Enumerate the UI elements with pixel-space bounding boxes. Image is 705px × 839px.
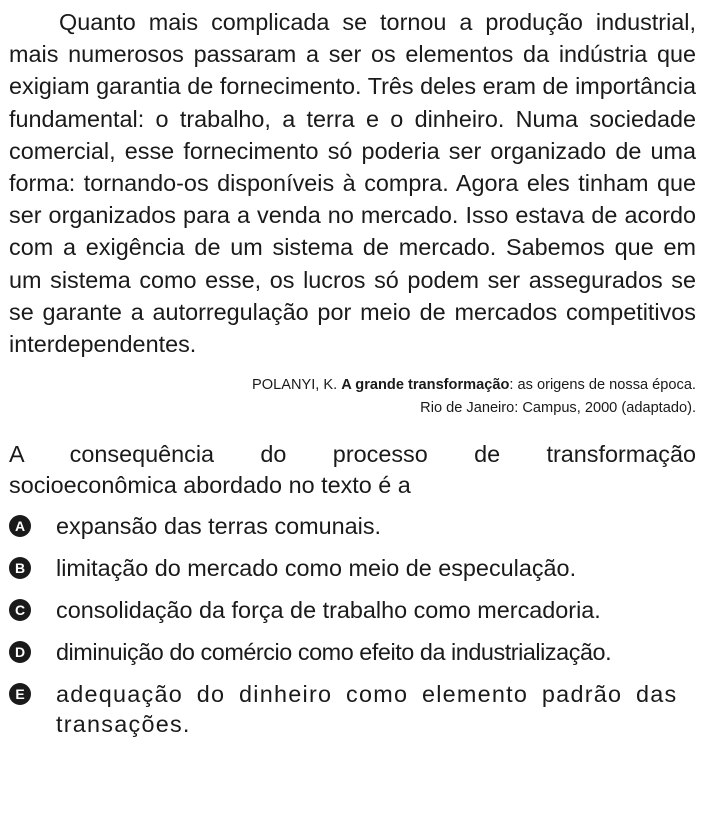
citation-line-1 bbox=[9, 374, 696, 397]
option-c-letter-icon: C bbox=[9, 599, 31, 621]
option-d-text: diminuição do comércio como efeito da industrialização. bbox=[56, 639, 612, 666]
option-e-letter-icon: E bbox=[9, 683, 31, 705]
option-d[interactable] bbox=[9, 637, 696, 667]
citation-author: POLANYI, K. bbox=[252, 377, 342, 394]
option-e-text: adequação do dinheiro como elemento padrão das transações. bbox=[56, 681, 678, 738]
passage-text: Quanto mais complicada se tornou a produção industrial, mais numerosos passaram a ser os elementos da indústria que exigiam garantia de fornecimento. Três deles eram de importância fundamental: o trabalho, a terra e o dinheiro. Numa sociedade comercial, esse fornecimento só poderia ser organizado de uma forma: tornando-os disponíveis à compra. Agora eles tinham que ser organizados para a venda no mercado. Isso estava de acordo com a exigência de um sistema de mercado. Sabemos que em um sistema como esse, os lucros só podem ser assegurados se se garante a autorregulação por meio de mercados competitivos interdependentes. bbox=[9, 9, 696, 358]
citation bbox=[9, 374, 696, 420]
question-stem-line-1: A consequência do processo de transformação bbox=[9, 441, 696, 468]
question-stem-line-2: socioeconômica abordado no texto é a bbox=[9, 472, 411, 499]
citation-subtitle: : as origens de nossa época. bbox=[509, 377, 696, 394]
citation-book-title: A grande transformação bbox=[341, 377, 510, 394]
exam-question bbox=[9, 6, 696, 751]
option-a-letter-icon: A bbox=[9, 515, 31, 537]
option-a[interactable] bbox=[9, 511, 696, 541]
option-e[interactable] bbox=[9, 679, 696, 739]
answer-options bbox=[9, 511, 696, 739]
option-b-text: limitação do mercado como meio de especulação. bbox=[56, 555, 577, 582]
option-c[interactable] bbox=[9, 595, 696, 625]
citation-publication: Rio de Janeiro: Campus, 2000 (adaptado). bbox=[420, 400, 696, 417]
option-c-text: consolidação da força de trabalho como mercadoria. bbox=[56, 597, 601, 624]
option-b[interactable] bbox=[9, 553, 696, 583]
option-b-letter-icon: B bbox=[9, 557, 31, 579]
option-d-letter-icon: D bbox=[9, 641, 31, 663]
question-stem bbox=[9, 439, 696, 501]
option-a-text: expansão das terras comunais. bbox=[56, 513, 382, 540]
